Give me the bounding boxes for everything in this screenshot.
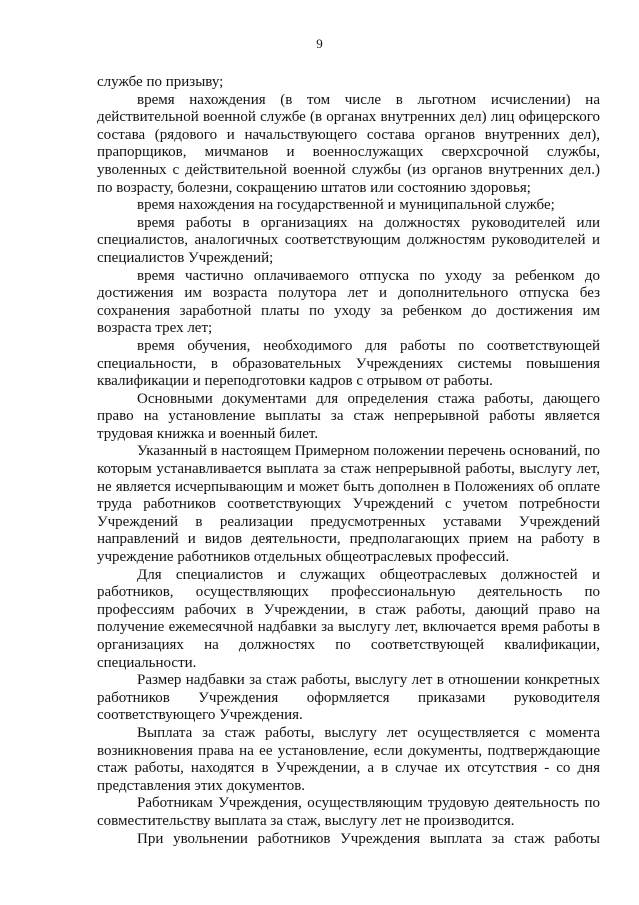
paragraph-management-positions-time: время работы в организациях на должностях руководителей или специалистов, аналогичных соответствующим должностям руководителей и специалистов Учреждений; [97,214,600,266]
paragraph-dismissal: При увольнении работников Учреждения выплата за стаж работы [137,830,600,847]
paragraph-military-service-time: время нахождения (в том числе в льготном исчислении) на действительной военной службе (в органах внутренних дел) лиц офицерского состава (рядового и начальствующего состава органов внутренних дел), прапорщиков, мичманов и военнослужащих сверхсрочной службы, уволенных с действительной военной службы (из органов внутренних дел.) по возрасту, болезни, сокращению штатов или состоянию здоровья; [97,91,600,196]
paragraph-childcare-leave-time: время частично оплачиваемого отпуска по уходу за ребенком до достижения им возраста полутора лет и дополнительного отпуска без сохранения заработной платы по уходу за ребенком до достижения им возраста трех лет; [97,267,600,337]
paragraph-main-documents: Основными документами для определения стажа работы, дающего право на установление выплаты за стаж непрерывной работы является трудовая книжка и военный билет. [97,390,600,442]
paragraph-part-time-workers: Работникам Учреждения, осуществляющим трудовую деятельность по совместительству выплата за стаж, выслугу лет не производится. [97,795,600,829]
paragraph-payment-start: Выплата за стаж работы, выслугу лет осуществляется с момента возникновения права на ее установление, если документы, подтверждающие стаж работы, находятся в Учреждении, а в случае их отсутствия - со дня представления этих документов. [97,724,600,794]
paragraph-bonus-amount: Размер надбавки за стаж работы, выслугу лет в отношении конкретных работников Учреждения оформляется приказами руководителя соответствующего Учреждения. [97,672,600,724]
paragraph-continuation: службе по призыву; [97,74,224,90]
document-body [97,74,600,848]
paragraph-specialists-and-workers: Для специалистов и служащих общеотраслевых должностей и работников, осуществляющих профессиональную деятельность по профессиям рабочих в Учреждении, в стаж работы, дающий право на получение ежемесячной надбавки за выслугу лет, включается время работы в организациях на должностях по соответствующей квалификации, специальности. [97,566,600,671]
paragraph-list-not-exhaustive: Указанный в настоящем Примерном положении перечень оснований, по которым устанавливается выплата за стаж непрерывной работы, выслугу лет, не является исчерпывающим и может быть дополнен в Положениях об оплате труда работников соответствующих Учреждений с учетом потребности Учреждений в реализации предусмотренных уставами Учреждений направлений и видов деятельности, предполагающих прием на работу в учреждение работников отдельных общеотраслевых профессий. [97,443,600,566]
paragraph-training-time: время обучения, необходимого для работы по соответствующей специальности, в образовательных Учреждениях системы повышения квалификации и переподготовки кадров с отрывом от работы. [97,337,600,390]
paragraph-civil-service-time: время нахождения на государственной и муниципальной службе; [137,197,555,214]
page-number: 9 [316,36,323,51]
